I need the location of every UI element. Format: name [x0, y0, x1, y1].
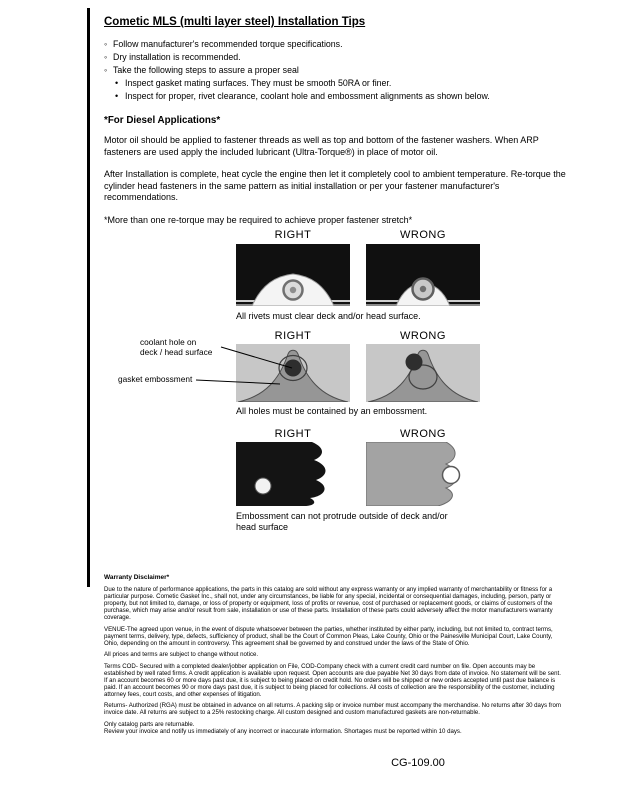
- right-header-row2: RIGHT: [274, 330, 312, 342]
- tip-text: Dry installation is recommended.: [113, 52, 241, 62]
- disclaimer-paragraph: Only catalog parts are returnable.: [104, 720, 195, 728]
- diagram-rivet-right: [236, 244, 350, 306]
- tip-item: [104, 51, 570, 64]
- diagram-protrusion-right: [236, 442, 350, 506]
- disclaimer-paragraph: Terms COD- Secured with a completed dealer/jobber application on File, COD-Company check with a current credit card number on file. Open accounts may be established by well rated firms. A credit application is available upon request. Open accounts are due payable Net 30 days from date of invoice. No statement will be sent. If an account becomes 60 or more days past due, it is subject to being placed on credit hold. No orders will be shipped or new orders accepted until past due balance is paid. If an account becomes 90 or more days past due, it is subject to being placed for collections. All costs of collection are the responsibility of the customer, including attorney fees, court costs, and other expenses of litigation.: [104, 662, 561, 698]
- caption-rivets: All rivets must clear deck and/or head surface.: [236, 311, 421, 321]
- tip-sub-item: [104, 77, 570, 90]
- installation-tips-section: [104, 16, 570, 225]
- caption-holes: All holes must be contained by an embossment.: [236, 406, 428, 416]
- disclaimer-paragraph: Due to the nature of performance applications, the parts in this catalog are sold without any express warranty or any implied warranty of merchantability or fitness for a particular purpose. Cometic Gasket Inc., shall not, under any circumstances, be liable for any special, incidental or consequential damages, including, person, party or property, but not limited to, damage, or loss of property or equipment, loss of profits or revenue, cost of purchased or replacement goods, or claims of customers of the purchase, which may arise and/or result from sale, installation or use of these parts. Installation of these parts could adversely affect the motor manufacturers warranty coverage.: [104, 586, 553, 621]
- wrong-header-row1: WRONG: [400, 229, 446, 241]
- diagram-embossment-wrong: [366, 344, 480, 402]
- diagram-rivet-wrong: [366, 244, 480, 306]
- disclaimer-paragraph: VENUE-The agreed upon venue, in the event of dispute whatsoever between the parties, whether instituted by either party, including, but not limited to, contract terms, payment terms, delivery, type, defects, sufficiency of product, shall be the Court of Common Pleas, Lake County, Ohio or the Painesville Municipal Court, Lake County, Ohio, depending on the amount in controversy. This agreement shall be governed by and construed under the laws of the State of Ohio.: [104, 625, 553, 647]
- warranty-disclaimer-section: [104, 574, 563, 739]
- left-margin-rule: [87, 8, 90, 587]
- caption-protrusion: Embossment can not protrude outside of deck and/or head surface: [236, 511, 448, 532]
- tip-text: Inspect gasket mating surfaces. They must be smooth 50RA or finer.: [125, 78, 392, 88]
- retorque-note: *More than one re-torque may be required to achieve proper fastener stretch*: [104, 214, 413, 225]
- right-header-row1: RIGHT: [274, 229, 312, 241]
- coolant-hole-label: coolant hole on deck / head surface: [140, 337, 213, 357]
- tip-item: [104, 64, 570, 77]
- tip-text: Follow manufacturer's recommended torque specifications.: [113, 39, 343, 49]
- tip-text: Take the following steps to assure a proper seal: [113, 65, 299, 75]
- wrong-header-row3: WRONG: [400, 428, 446, 440]
- gasket-embossment-label: gasket embossment: [118, 374, 193, 384]
- disclaimer-paragraph: Review your invoice and notify us immediately of any incorrect or inaccurate information. Shortages must be reported within 10 days.: [104, 727, 462, 735]
- diesel-applications-heading: *For Diesel Applications*: [104, 115, 221, 126]
- diagram-embossment-right: [236, 344, 350, 402]
- diesel-paragraph-2: After Installation is complete, heat cycle the engine then let it completely cool to ambient temperature. Re-torque the cylinder head fasteners in the same pattern as initial installation or per your fastener manufacturer's recommendations.: [104, 169, 566, 202]
- warranty-disclaimer-heading: Warranty Disclaimer*: [104, 574, 170, 581]
- diagram-protrusion-wrong: [366, 442, 480, 506]
- tip-sub-item: [104, 90, 570, 103]
- tip-item: [104, 38, 570, 51]
- wrong-header-row2: WRONG: [400, 330, 446, 342]
- diesel-paragraph-1: Motor oil should be applied to fastener threads as well as top and bottom of the fastener washers. When ARP fasteners are used apply the included lubricant (Ultra-Torque®) in place of motor oil.: [104, 135, 539, 157]
- disclaimer-paragraph: Returns- Authorized (RGA) must be obtained in advance on all returns. A packing slip or invoice number must accompany the merchandise. No returns after 30 days from invoice date. All returns are subject to a 25% restocking charge. All custom designed and custom manufactured gaskets are non-returnable.: [104, 702, 561, 716]
- page-title: Cometic MLS (multi layer steel) Installation Tips: [104, 16, 366, 28]
- right-header-row3: RIGHT: [274, 428, 312, 440]
- document-number: CG-109.00: [391, 757, 445, 769]
- disclaimer-paragraph: All prices and terms are subject to change without notice.: [104, 651, 259, 658]
- tip-text: Inspect for proper, rivet clearance, coolant hole and embossment alignments as shown below.: [125, 91, 490, 101]
